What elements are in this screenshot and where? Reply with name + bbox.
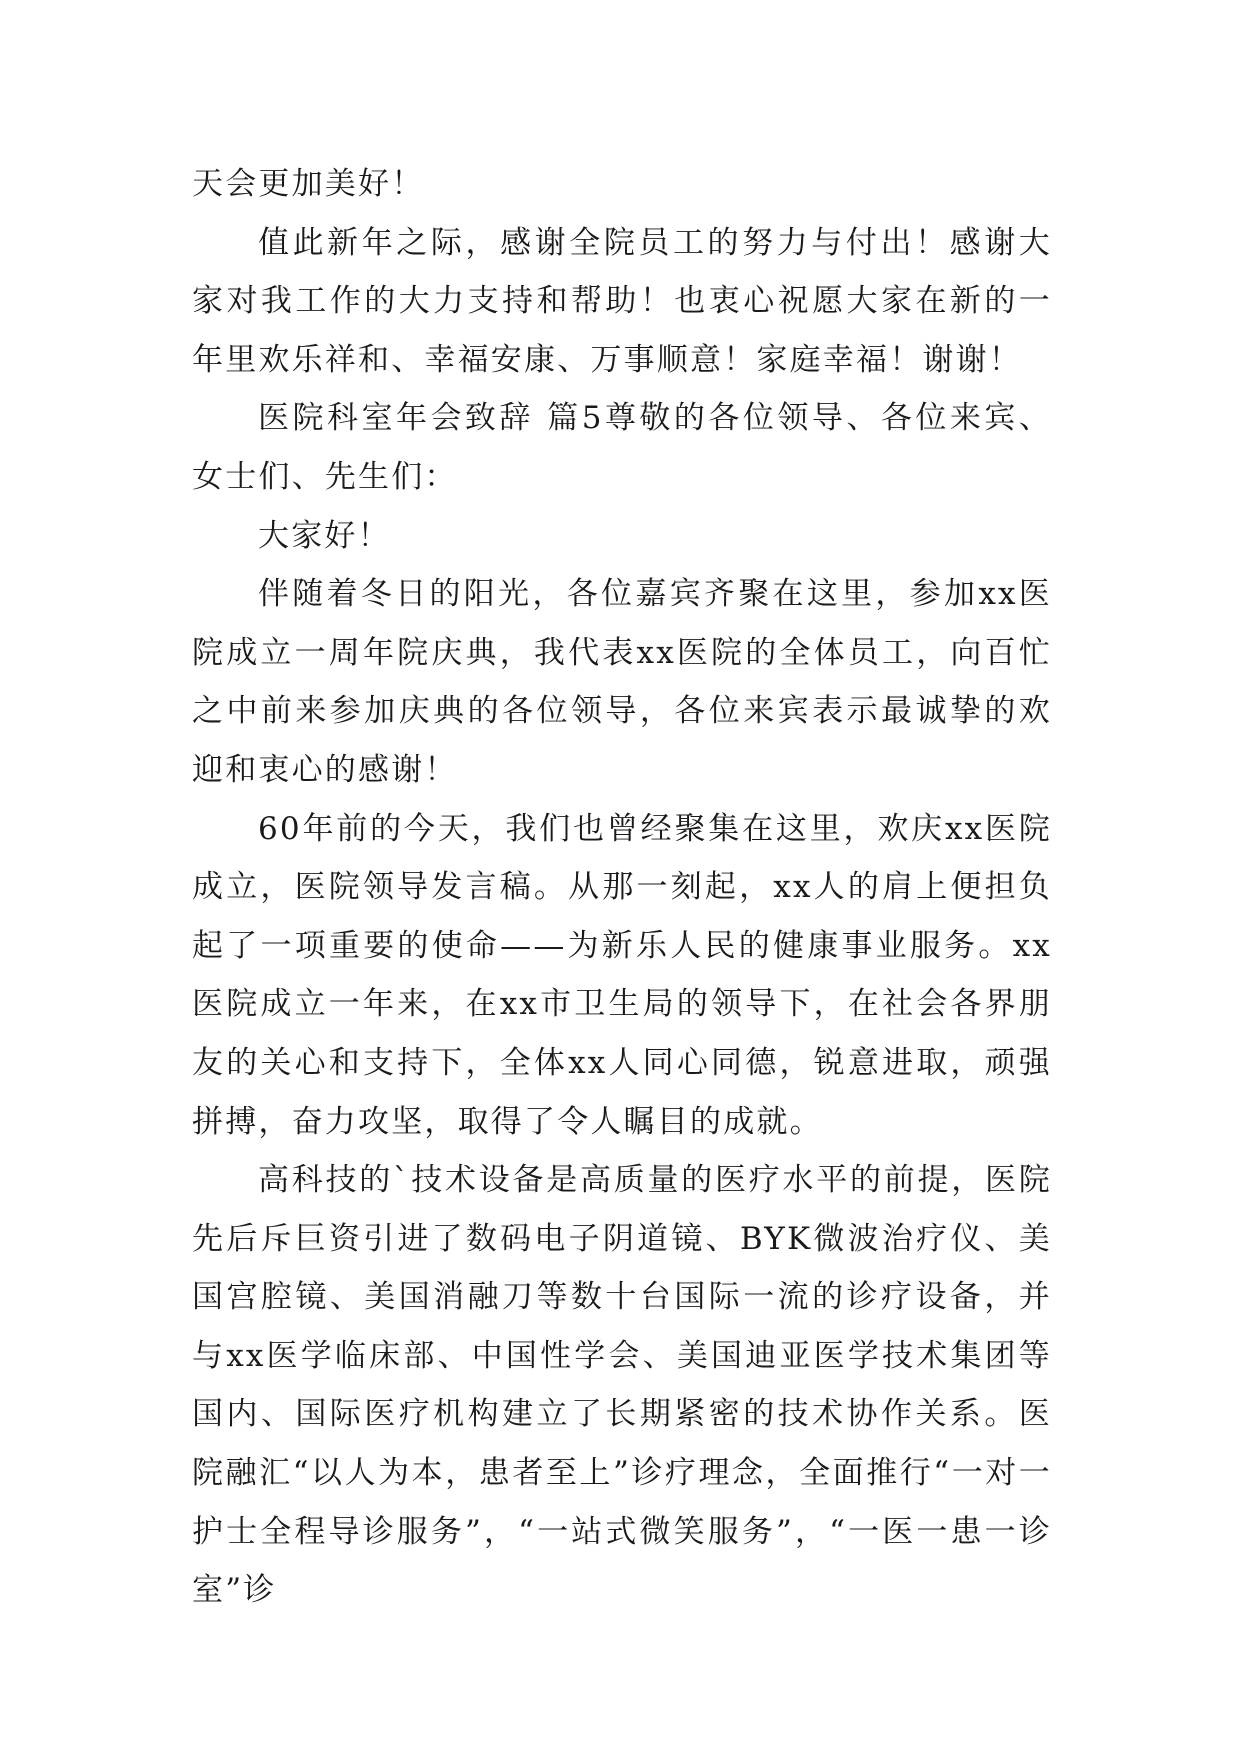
document-body [192, 155, 1052, 1620]
paragraph: 高科技的`技术设备是高质量的医疗水平的前提，医院先后斥巨资引进了数码电子阴道镜、BYK微波治疗仪、美国宫腔镜、美国消融刀等数十台国际一流的诊疗设备，并与xx医学临床部、中国性学会、美国迪亚医学技术集团等国内、国际医疗机构建立了长期紧密的技术协作关系。医院融汇“以人为本，患者至上”诊疗理念，全面推行“一对一护士全程导诊服务”，“一站式微笑服务”，“一医一患一诊室”诊 [192, 1162, 1052, 1609]
paragraph: 天会更加美好！ [192, 166, 425, 202]
paragraph: 大家好！ [258, 517, 391, 554]
paragraph: 60年前的今天，我们也曾经聚集在这里，欢庆xx医院成立，医院领导发言稿。从那一刻起，xx人的肩上便担负起了一项重要的使命——为新乐人民的健康事业服务。xx医院成立一年来，在xx市卫生局的领导下，在社会各界朋友的关心和支持下，全体xx人同心同德，锐意进取，顽强拼搏，奋力攻坚，取得了令人瞩目的成就。 [192, 810, 1052, 1140]
paragraph: 伴随着冬日的阳光，各位嘉宾齐聚在这里，参加xx医院成立一周年院庆典，我代表xx医院的全体员工，向百忙之中前来参加庆典的各位领导，各位来宾表示最诚挚的欢迎和衷心的感谢！ [192, 576, 1052, 788]
paragraph: 医院科室年会致辞 篇5尊敬的各位领导、各位来宾、女士们、先生们： [192, 400, 1052, 495]
paragraph: 值此新年之际，感谢全院员工的努力与付出！感谢大家对我工作的大力支持和帮助！也衷心祝愿大家在新的一年里欢乐祥和、幸福安康、万事顺意！家庭幸福！谢谢！ [192, 224, 1052, 378]
